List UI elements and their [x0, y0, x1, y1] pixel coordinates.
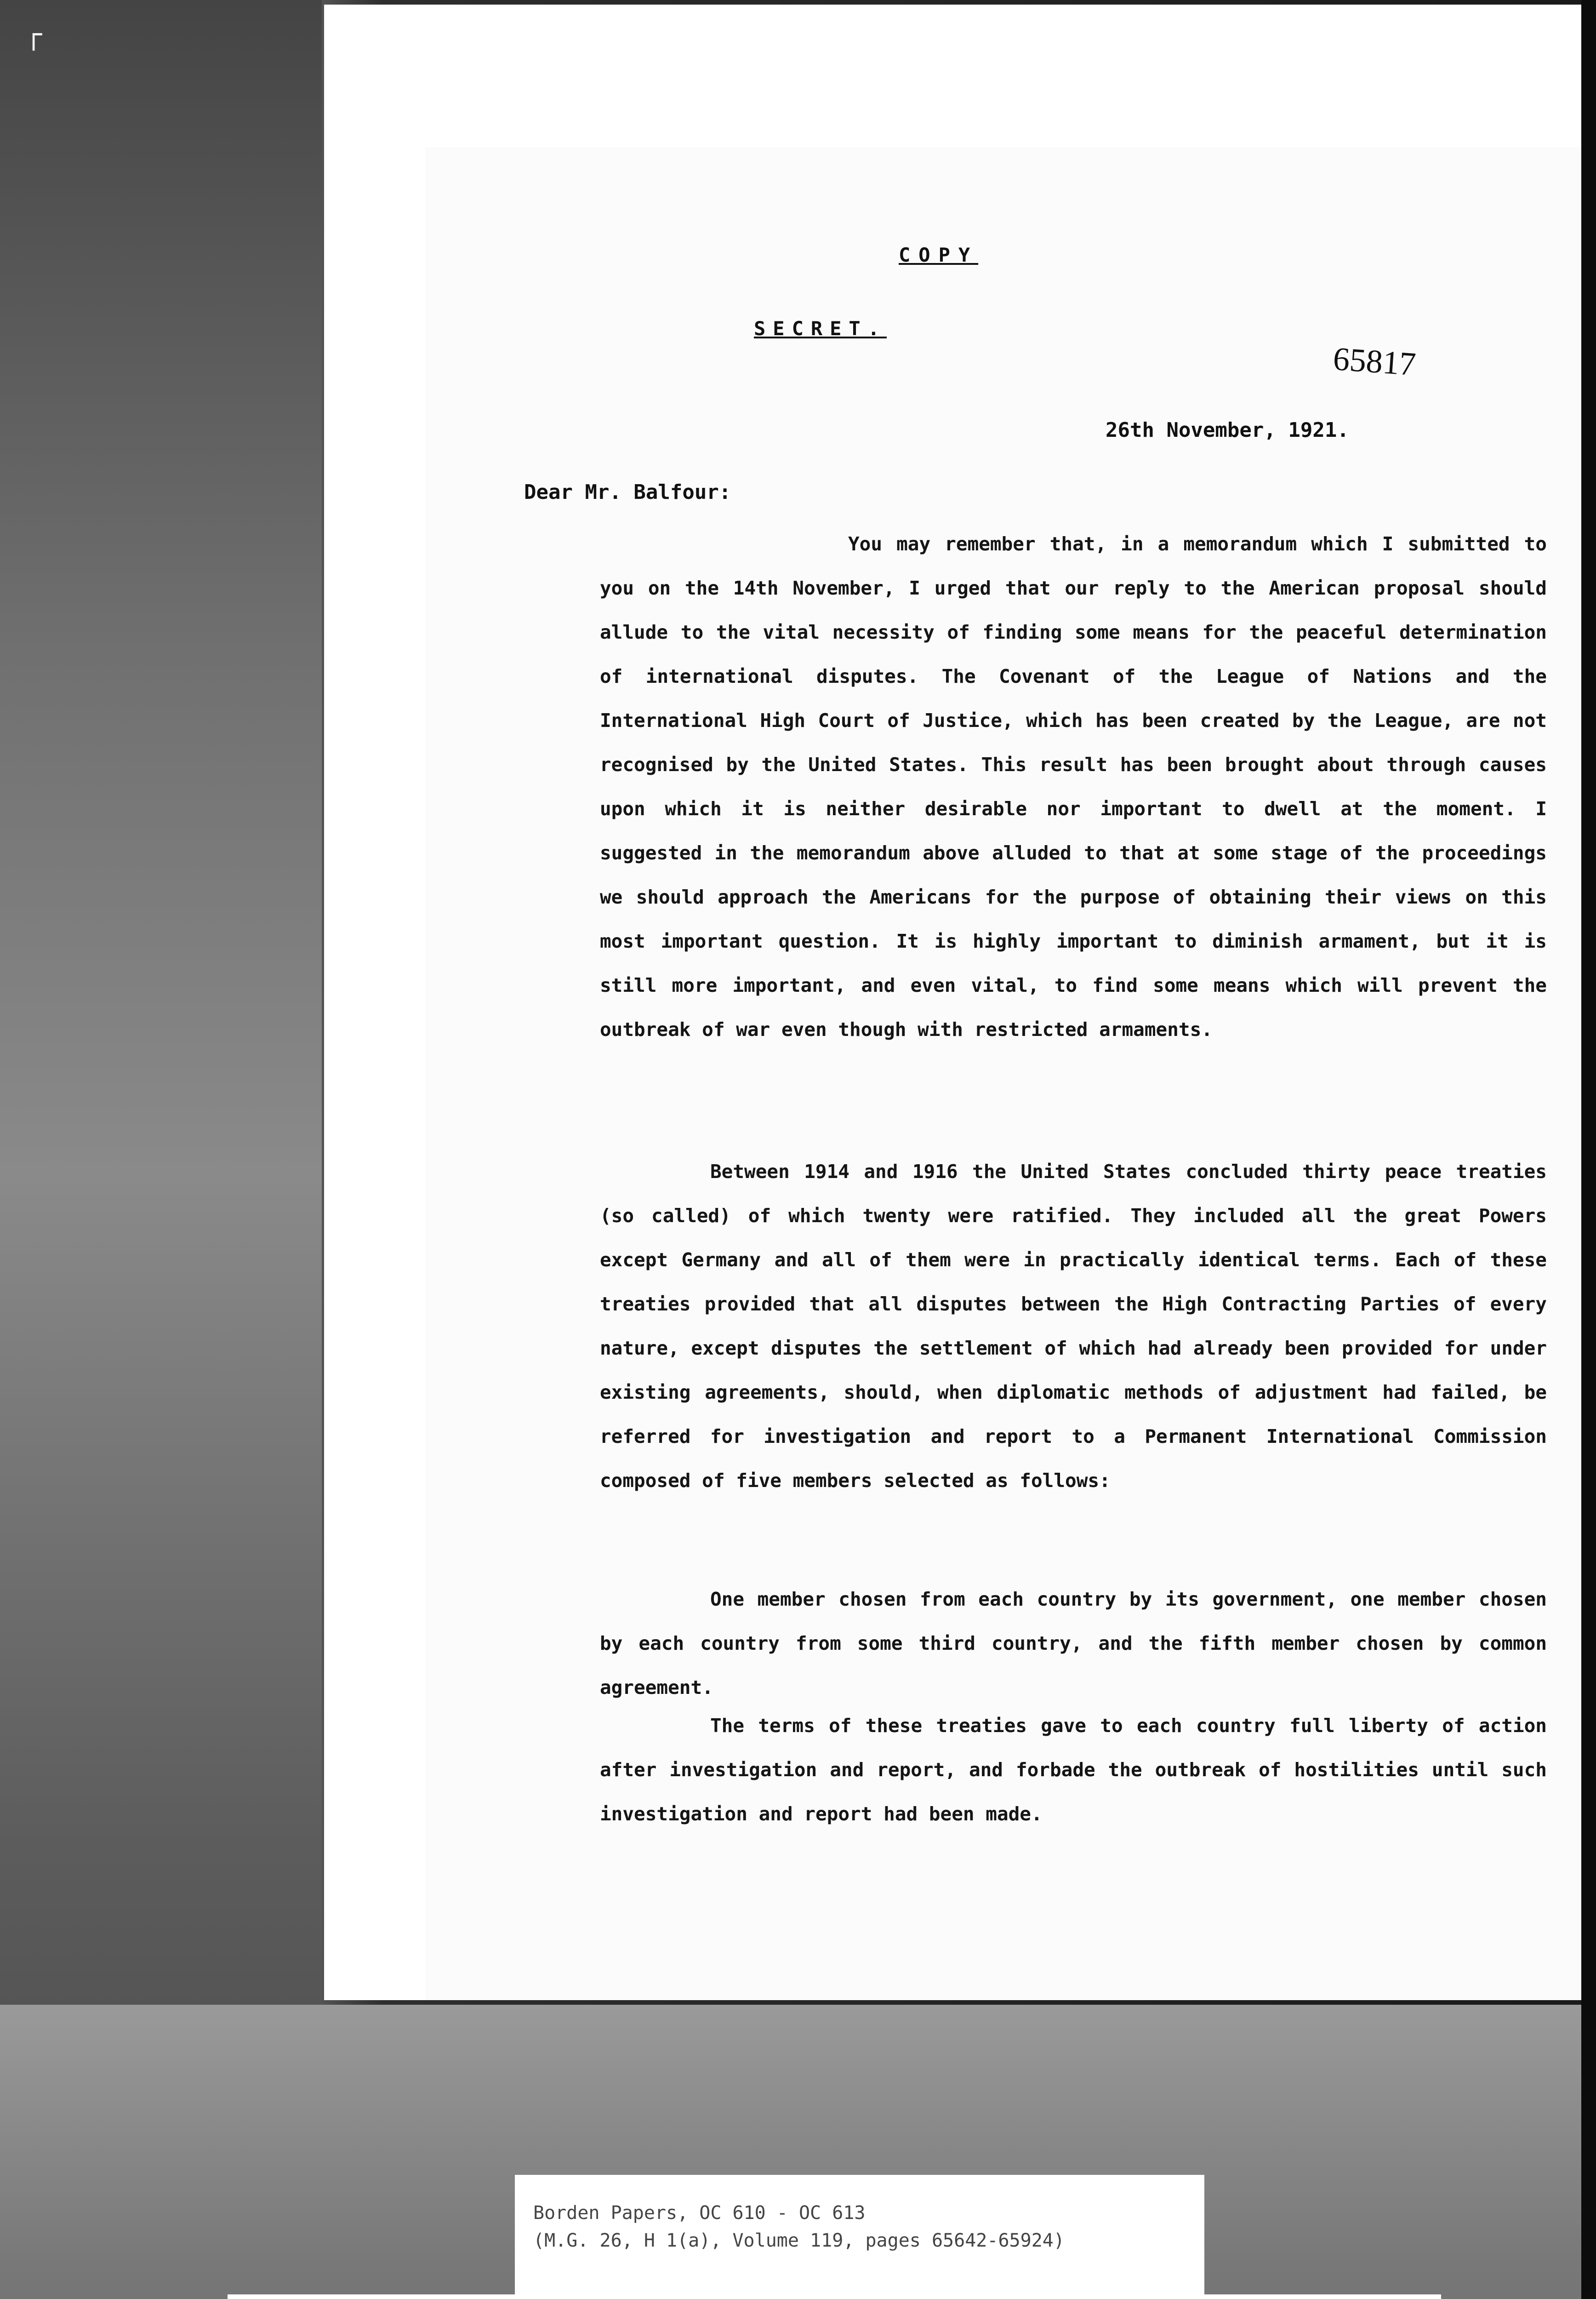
- citation-slip: [515, 2175, 1204, 2299]
- paragraph-3: One member chosen from each country by its government, one member chosen by each country from some third country, and the fifth member chosen by common agreement.: [600, 1588, 1547, 1699]
- archive-label-card: [228, 2294, 1441, 2299]
- salutation: Dear Mr. Balfour:: [524, 480, 731, 504]
- copy-heading: COPY: [899, 244, 979, 266]
- film-left-strip: [0, 0, 322, 2299]
- paragraph-2: Between 1914 and 1916 the United States concluded thirty peace treaties (so called) of which twenty were ratified. They included all the great Powers except Germany and all of them were in practically identical terms. Each of these treaties provided that all disputes between the High Contracting Parties of every nature, except disputes the settlement of which had already been provided for under existing agreements, should, when diplomatic methods of adjustment had failed, be referred for investigation and report to a Permanent International Commission composed of five members selected as follows:: [600, 1161, 1547, 1492]
- secret-heading: SECRET.: [754, 317, 887, 340]
- paragraph-1: You may remember that, in a memorandum which I submitted to you on the 14th November, I urged that our reply to the American proposal should allude to the vital necessity of finding some means for the peaceful determination of international disputes. The Covenant of the League of Nations and the International High Court of Justice, which has been created by the League, are not recognised by the United States. This result has been brought about through causes upon which it is neither desirable nor important to dwell at the moment. I suggested in the memorandum above alluded to that at some stage of the proceedings we should approach the Americans for the purpose of obtaining their views on this most important question. It is highly important to diminish armament, but it is still more important, and even vital, to find some means which will prevent the outbreak of war even though with restricted armaments.: [600, 533, 1547, 1041]
- citation-line-2: (M.G. 26, H 1(a), Volume 119, pages 65642-65924): [533, 2230, 1065, 2251]
- corner-mark-top-left: ┌: [25, 18, 42, 51]
- document-number: 65817: [1332, 340, 1417, 383]
- letter-page: [324, 5, 1581, 2000]
- citation-line-1: Borden Papers, OC 610 - OC 613: [533, 2202, 866, 2224]
- letter-date: 26th November, 1921.: [1106, 418, 1349, 442]
- paragraph-4: The terms of these treaties gave to each country full liberty of action after investigation and report, and forbade the outbreak of hostilities until such investigation and report had been made.: [600, 1715, 1547, 1825]
- film-right-edge: [1581, 0, 1596, 2299]
